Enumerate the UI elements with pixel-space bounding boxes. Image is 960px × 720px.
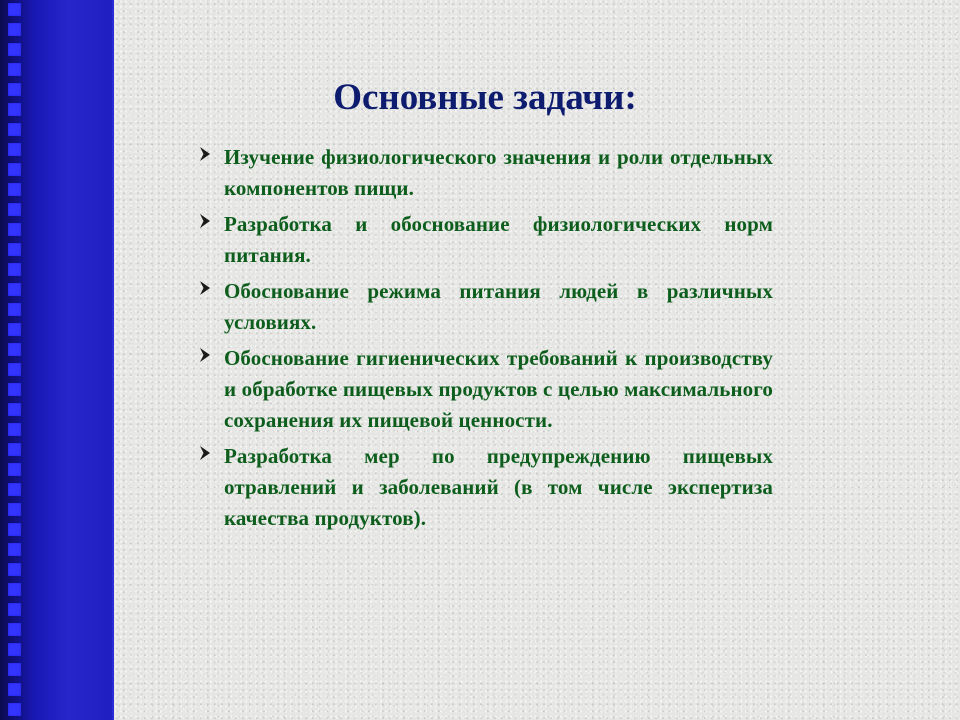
decorative-square bbox=[8, 643, 21, 656]
list-item-text: Разработка мер по предупреждению пищевых отравлений и заболеваний (в том числе экспертиза качества продуктов). bbox=[224, 444, 773, 530]
list-item bbox=[198, 441, 773, 534]
decorative-square bbox=[8, 523, 21, 536]
list-item bbox=[198, 343, 773, 436]
decorative-square bbox=[8, 223, 21, 236]
decorative-square bbox=[8, 423, 21, 436]
list-item bbox=[198, 142, 773, 204]
list-item-text: Обоснование режима питания людей в различных условиях. bbox=[224, 279, 773, 334]
decorative-square bbox=[8, 283, 21, 296]
decorative-square bbox=[8, 363, 21, 376]
decorative-square bbox=[8, 43, 21, 56]
decorative-square bbox=[8, 483, 21, 496]
list-item-text: Разработка и обоснование физиологических норм питания. bbox=[224, 212, 773, 267]
decorative-square bbox=[8, 563, 21, 576]
decorative-square bbox=[8, 663, 21, 676]
slide-title: Основные задачи: bbox=[333, 77, 637, 118]
decorative-square bbox=[8, 603, 21, 616]
list-item-text: Изучение физиологического значения и роли отдельных компонентов пищи. bbox=[224, 145, 773, 200]
decorative-square bbox=[8, 163, 21, 176]
chevron-right-icon bbox=[198, 280, 212, 296]
decorative-square bbox=[8, 63, 21, 76]
decorative-square bbox=[8, 503, 21, 516]
decorative-square bbox=[8, 683, 21, 696]
chevron-right-icon bbox=[198, 445, 212, 461]
decorative-square bbox=[8, 343, 21, 356]
decorative-square bbox=[8, 623, 21, 636]
chevron-right-icon bbox=[198, 213, 212, 229]
decorative-square bbox=[8, 383, 21, 396]
decorative-square bbox=[8, 3, 21, 16]
decorative-square bbox=[8, 183, 21, 196]
decorative-square bbox=[8, 403, 21, 416]
decorative-square bbox=[8, 323, 21, 336]
decorative-square bbox=[8, 543, 21, 556]
decorative-square bbox=[8, 703, 21, 716]
decorative-square bbox=[8, 263, 21, 276]
decorative-square bbox=[8, 203, 21, 216]
task-list bbox=[198, 142, 773, 539]
decorative-square bbox=[8, 23, 21, 36]
decorative-square bbox=[8, 243, 21, 256]
chevron-right-icon bbox=[198, 347, 212, 363]
decorative-square bbox=[8, 303, 21, 316]
chevron-right-icon bbox=[198, 146, 212, 162]
list-item bbox=[198, 209, 773, 271]
decorative-square bbox=[8, 463, 21, 476]
decorative-square bbox=[8, 583, 21, 596]
decorative-square bbox=[8, 143, 21, 156]
list-item bbox=[198, 276, 773, 338]
decorative-square bbox=[8, 123, 21, 136]
decorative-square bbox=[8, 443, 21, 456]
list-item-text: Обоснование гигиенических требований к производству и обработке пищевых продуктов с целью максимального сохранения их пищевой ценности. bbox=[224, 346, 773, 432]
